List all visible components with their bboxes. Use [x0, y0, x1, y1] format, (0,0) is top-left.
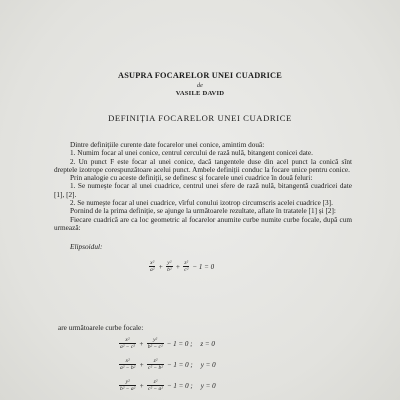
eq-rhs: − 1 = 0	[192, 262, 215, 271]
eq-denominator: a² − c²	[120, 344, 135, 350]
equation-focal-curve-2: $\frac{\text{x²}}{\text{a² − b²}}$ + $\frac{\text{z²}}{\text{c² − b²}}$ − 1 = 0 ; y = 0	[120, 358, 216, 371]
section-heading: DEFINIȚIA FOCARELOR UNEI CUADRICE	[108, 113, 292, 123]
paragraph: 1. Numim focar al unei conice, centrul cercului de rază nulă, bitangent conicei date.	[70, 149, 313, 158]
paragraph: Dintre definițiile curente date focarelor unei conice, amintim două:	[70, 141, 265, 149]
focal-curves-label: are următoarele curbe focale:	[58, 323, 144, 332]
eq-numerator: y²	[167, 260, 172, 266]
eq-denominator: c²	[184, 267, 189, 273]
paragraph: Fiecare cuadrică are ca loc geometric al focarelor anumite curbe numite curbe focale, după cum urmează:	[54, 215, 352, 232]
paper-title: ASUPRA FOCARELOR UNEI CUADRICE	[118, 71, 282, 80]
eq-numerator: x²	[119, 337, 136, 344]
eq-rhs: − 1 = 0 ;	[166, 339, 193, 348]
eq-condition: z = 0	[200, 339, 215, 348]
eq-numerator: x²	[119, 358, 136, 365]
eq-numerator: y²	[119, 379, 136, 386]
eq-denominator: a² − b²	[120, 365, 136, 371]
eq-numerator: x²	[150, 260, 155, 266]
paragraph: 2. Un punct F este focar al unei conice, dacă tangentele duse din acel punct la conică sînt dreptele izotrope corespunzătoare acelui punct. Ambele definiții conduc la focare unice pentru conice.	[54, 157, 352, 174]
eq-denominator: b² − c²	[147, 344, 163, 350]
eq-denominator: b² − a²	[120, 386, 136, 392]
paragraph: Pornind de la prima definiție, se ajunge la următoarele rezultate, aflate în tratatele [1] și [2]:	[70, 207, 336, 216]
body-text	[54, 141, 352, 232]
paragraph: 2. Se numește focar al unei cuadrice, vîrful conului izotrop circumscris acelei cuadrice [3].	[70, 199, 333, 208]
equation-focal-curve-1: $\frac{\text{x²}}{\text{a² − c²}}$ + $\frac{\text{y²}}{\text{b² − c²}}$ − 1 = 0 ; z = 0	[120, 337, 215, 350]
author-name: VASILE DAVID	[175, 90, 225, 97]
equation-focal-curve-3: $\frac{\text{y²}}{\text{b² − a²}}$ + $\frac{\text{z²}}{\text{c² − a²}}$ − 1 = 0 ; y = 0	[120, 379, 216, 392]
eq-numerator: z²	[147, 379, 164, 386]
eq-numerator: y²	[147, 337, 164, 344]
eq-denominator: c² − a²	[148, 386, 163, 392]
eq-denominator: b²	[167, 267, 172, 273]
paragraph: 1. Se numește focar al unei cuadrice, centrul unei sfere de rază nulă, bitangentă cuadricei date [1], [2].	[54, 182, 352, 199]
eq-numerator: z²	[184, 260, 189, 266]
eq-denominator: c² − b²	[148, 365, 163, 371]
eq-numerator: z²	[147, 358, 164, 365]
eq-condition: y = 0	[200, 360, 216, 369]
eq-condition: y = 0	[200, 381, 216, 390]
ellipsoid-label: Elipsoidul:	[70, 242, 103, 251]
equation-ellipsoid: $\frac{\text{x²}}{\text{a²}}$ + $\frac{\text{y²}}{\text{b²}}$ + $\frac{\text{z²}}{\text{c²}}$ − 1 = 0	[150, 260, 215, 273]
paragraph: Prin analogie cu aceste definiții, se definesc și focarele unei cuadrice în două feluri:	[70, 174, 313, 183]
eq-rhs: − 1 = 0 ;	[166, 360, 193, 369]
eq-denominator: a²	[150, 267, 155, 273]
eq-rhs: − 1 = 0 ;	[166, 381, 193, 390]
author-prefix: de	[196, 83, 204, 89]
